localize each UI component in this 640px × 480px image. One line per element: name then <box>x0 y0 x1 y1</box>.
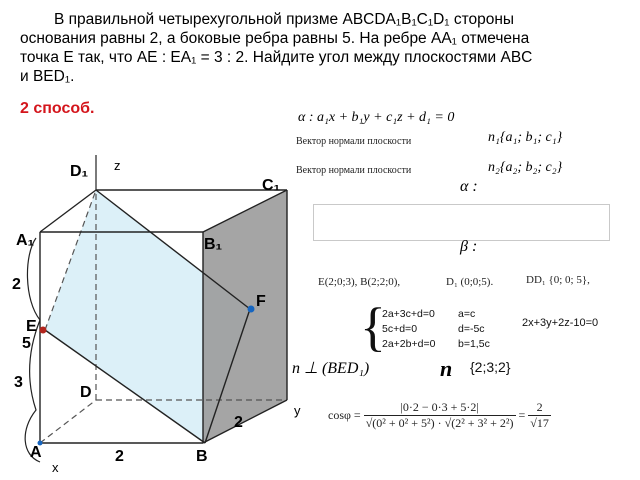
vector-DD1: DD₁ {0; 0; 5}, <box>526 274 590 286</box>
cos-equals: = <box>518 408 526 422</box>
cos-fraction <box>364 400 516 431</box>
system-eq-1: 2a+3c+d=0 <box>382 308 435 320</box>
normal-vector-result: {2;3;2} <box>470 359 511 375</box>
point-F <box>248 306 255 313</box>
cos-lhs: cosφ = <box>328 408 361 422</box>
normal-perp: n ⊥ (BED₁) <box>292 360 370 377</box>
system-eq-3: 2a+2b+d=0 <box>382 338 436 350</box>
cos-denominator: √(0² + 0² + 5²) · √(2² + 3² + 2²) <box>365 416 514 430</box>
beta-label: β : <box>460 238 478 255</box>
cos-result <box>528 400 551 431</box>
method-label: 2 способ. <box>20 100 95 117</box>
normal1-vector: n₁{a₁; b₁; c₁} <box>488 130 563 145</box>
points-EB: E(2;0;3), B(2;2;0), <box>318 276 401 288</box>
vertex-E: E <box>26 318 37 335</box>
length-left-top: 2 <box>12 276 21 293</box>
axis-y-label: y <box>294 403 301 418</box>
cos-numerator: |0·2 − 0·3 + 5·2| <box>364 400 516 416</box>
vertex-A: A <box>30 444 42 461</box>
normal2-vector: n₂{a₂; b₂; c₂} <box>488 160 563 175</box>
point-E <box>40 327 47 334</box>
vertex-A1: A₁ <box>16 232 35 249</box>
length-bottom: 2 <box>115 448 124 465</box>
point-D1: D₁ (0;0;5). <box>446 276 494 288</box>
vertex-C1: C₁ <box>262 177 281 194</box>
right-face <box>203 190 287 443</box>
vertex-B1: B₁ <box>204 236 223 253</box>
normal-n-label: n <box>440 356 453 381</box>
vertex-B: B <box>196 448 208 465</box>
axis-z-label: z <box>114 158 121 173</box>
length-left-bottom: 3 <box>14 374 23 391</box>
axis-x-label: x <box>52 460 59 475</box>
system-eq-2: 5c+d=0 <box>382 323 418 335</box>
problem-line-1: В правильной четырехугольной призме ABCDA₁B₁C₁D₁ стороны <box>54 11 515 28</box>
problem-line-3: точка Е так, что AE : EA₁ = 3 : 2. Найдите угол между плоскостями ABC <box>20 49 533 66</box>
vertex-D1: D₁ <box>70 163 89 180</box>
solution-3: b=1,5c <box>458 338 490 350</box>
alpha-label: α : <box>460 178 478 195</box>
length-right: 2 <box>234 414 243 431</box>
problem-line-2: основания равны 2, а боковые ребра равны 5. На ребре AA₁ отмечена <box>20 30 530 47</box>
system-solutions <box>458 307 490 352</box>
system-equations <box>382 307 435 352</box>
solution-2: d=-5c <box>458 323 485 335</box>
solution-1: a=c <box>458 308 476 320</box>
edge-AD <box>40 400 96 443</box>
plane-equation: α : a₁x + b₁y + c₁z + d₁ = 0 <box>298 110 455 125</box>
vertex-F: F <box>256 293 266 310</box>
length-left-mid: 5 <box>22 335 31 352</box>
plane-result: 2x+3y+2z-10=0 <box>522 317 599 329</box>
cosine-formula <box>328 400 551 431</box>
vertex-D: D <box>80 384 92 401</box>
cos-result-den: √17 <box>530 416 549 430</box>
normal2-text: Вектор нормали плоскости <box>296 165 412 176</box>
hidden-box <box>313 204 610 241</box>
normal1-text: Вектор нормали плоскости <box>296 136 412 147</box>
cos-result-num: 2 <box>528 400 551 416</box>
system-brace: { <box>360 297 386 357</box>
problem-line-4: и BED₁. <box>20 68 75 85</box>
